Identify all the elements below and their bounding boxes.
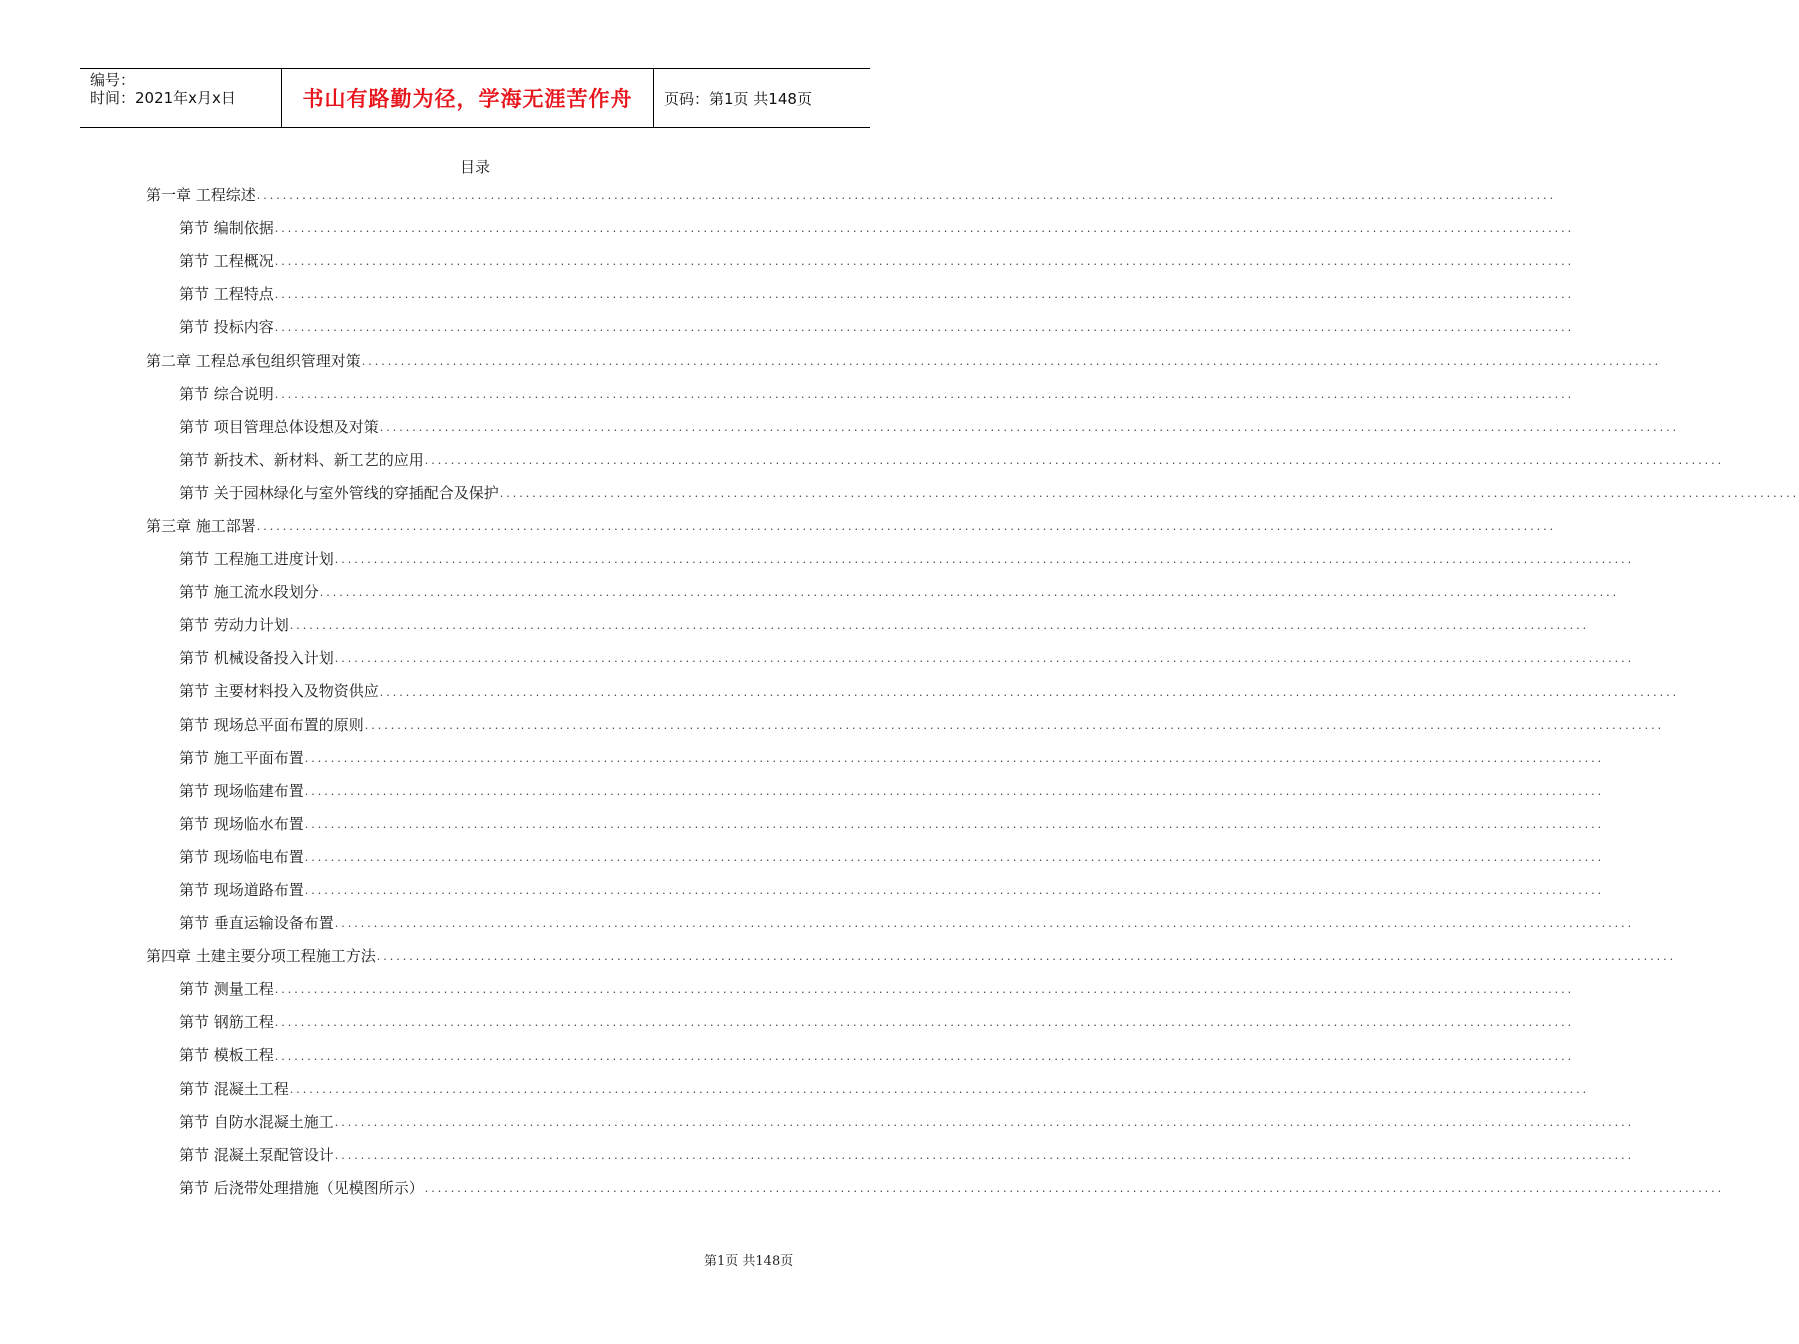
toc-title: 目录	[459, 158, 490, 176]
toc-leader-dots: ........................................................................................................................................................................................................	[274, 1049, 1575, 1063]
toc-entry-label: 第节 关于园林绿化与室外管线的穿插配合及保护	[179, 483, 499, 502]
toc-leader-dots: ........................................................................................................................................................................................................	[274, 255, 1575, 269]
toc-entry-label: 第节 投标内容	[179, 318, 274, 337]
toc-section-entry[interactable]	[146, 211, 1575, 244]
toc-leader-dots: ........................................................................................................................................................................................................	[256, 520, 1557, 534]
toc-leader-dots: ........................................................................................................................................................................................................	[334, 917, 1635, 931]
toc-section-entry[interactable]	[146, 608, 1590, 641]
toc-leader-dots: ........................................................................................................................................................................................................	[364, 718, 1665, 732]
toc-leader-dots: ........................................................................................................................................................................................................	[274, 288, 1575, 302]
toc-entry-label: 第节 自防水混凝土施工	[179, 1112, 334, 1131]
toc-leader-dots: ........................................................................................................................................................................................................	[304, 884, 1605, 898]
toc-leader-dots: ........................................................................................................................................................................................................	[379, 685, 1680, 699]
toc-entry-label: 第节 现场临建布置	[179, 781, 304, 800]
toc-entry-label: 第节 模板工程	[179, 1046, 274, 1065]
toc-section-entry[interactable]	[146, 310, 1575, 343]
toc-entry-label: 第一章 工程综述	[146, 186, 256, 205]
toc-entry-label: 第节 现场道路布置	[179, 881, 304, 900]
toc-chapter-entry[interactable]	[146, 939, 1677, 972]
toc-section-entry[interactable]	[146, 774, 1605, 807]
toc-section-entry[interactable]	[146, 674, 1680, 707]
toc-section-entry[interactable]	[146, 443, 1725, 476]
toc-section-entry[interactable]	[146, 542, 1635, 575]
toc-entry-label: 第节 现场临水布置	[179, 814, 304, 833]
date-text: 时间：2021年x月x日	[90, 89, 236, 107]
toc-section-entry[interactable]	[146, 641, 1635, 674]
toc-leader-dots: ........................................................................................................................................................................................................	[304, 751, 1605, 765]
toc-leader-dots: ........................................................................................................................................................................................................	[289, 1082, 1590, 1096]
header-motto: 书山有路勤为径，学海无涯苦作舟	[282, 69, 654, 127]
toc-section-entry[interactable]	[146, 1072, 1590, 1105]
toc-entry-label: 第节 工程概况	[179, 252, 274, 271]
toc-entry-label: 第四章 土建主要分项工程施工方法	[146, 947, 376, 966]
toc-leader-dots: ........................................................................................................................................................................................................	[379, 420, 1680, 434]
toc-section-entry[interactable]	[146, 741, 1605, 774]
toc-section-entry[interactable]	[146, 807, 1605, 840]
toc-entry-label: 第节 后浇带处理措施（见模图所示）	[179, 1178, 424, 1197]
toc-entry-label: 第节 混凝土泵配管设计	[179, 1145, 334, 1164]
toc-entry-label: 第节 工程施工进度计划	[179, 550, 334, 569]
toc-section-entry[interactable]	[146, 277, 1575, 310]
toc-leader-dots: ........................................................................................................................................................................................................	[274, 321, 1575, 335]
toc-leader-dots: ........................................................................................................................................................................................................	[304, 817, 1605, 831]
toc-leader-dots: ........................................................................................................................................................................................................	[499, 486, 1799, 500]
toc-section-entry[interactable]	[146, 972, 1575, 1005]
toc-leader-dots: ........................................................................................................................................................................................................	[304, 850, 1605, 864]
serial-number-label: 编号：	[90, 71, 136, 89]
toc-leader-dots: ........................................................................................................................................................................................................	[424, 1181, 1725, 1195]
toc-chapter-entry[interactable]	[146, 509, 1557, 542]
toc-entry-label: 第三章 施工部署	[146, 516, 256, 535]
toc-section-entry[interactable]	[146, 1138, 1635, 1171]
toc-entry-label: 第二章 工程总承包组织管理对策	[146, 351, 361, 370]
toc-entry-label: 第节 编制依据	[179, 219, 274, 238]
toc-leader-dots: ........................................................................................................................................................................................................	[256, 189, 1557, 203]
toc-entry-label: 第节 项目管理总体设想及对策	[179, 417, 379, 436]
toc-section-entry[interactable]	[146, 906, 1635, 939]
header-page-info: 页码：第1页 共148页	[664, 89, 812, 108]
toc-section-entry[interactable]	[146, 1005, 1575, 1038]
toc-section-entry[interactable]	[146, 873, 1605, 906]
toc-leader-dots: ........................................................................................................................................................................................................	[274, 222, 1575, 236]
toc-leader-dots: ........................................................................................................................................................................................................	[424, 453, 1725, 467]
toc-leader-dots: ........................................................................................................................................................................................................	[376, 950, 1677, 964]
toc-entry-label: 第节 主要材料投入及物资供应	[179, 682, 379, 701]
toc-entry-label: 第节 综合说明	[179, 384, 274, 403]
toc-entry-label: 第节 劳动力计划	[179, 616, 289, 635]
toc-leader-dots: ........................................................................................................................................................................................................	[274, 387, 1575, 401]
toc-entry-label: 第节 现场临电布置	[179, 847, 304, 866]
toc-section-entry[interactable]	[146, 1171, 1725, 1204]
toc-leader-dots: ........................................................................................................................................................................................................	[274, 983, 1575, 997]
toc-leader-dots: ........................................................................................................................................................................................................	[334, 1148, 1635, 1162]
toc-entry-label: 第节 施工流水段划分	[179, 583, 319, 602]
toc-leader-dots: ........................................................................................................................................................................................................	[334, 553, 1635, 567]
toc-entry-label: 第节 现场总平面布置的原则	[179, 715, 364, 734]
toc-section-entry[interactable]	[146, 1038, 1575, 1071]
toc-entry-label: 第节 施工平面布置	[179, 748, 304, 767]
toc-entry-label: 第节 测量工程	[179, 980, 274, 999]
toc-leader-dots: ........................................................................................................................................................................................................	[289, 619, 1590, 633]
toc-entry-label: 第节 机械设备投入计划	[179, 649, 334, 668]
toc-section-entry[interactable]	[146, 1105, 1635, 1138]
toc-entry-label: 第节 垂直运输设备布置	[179, 914, 334, 933]
toc-section-entry[interactable]	[146, 410, 1680, 443]
toc-leader-dots: ........................................................................................................................................................................................................	[361, 354, 1662, 368]
page-footer: 第1页 共148页	[704, 1254, 794, 1269]
toc-section-entry[interactable]	[146, 840, 1605, 873]
toc-section-entry[interactable]	[146, 575, 1620, 608]
document-header	[80, 68, 870, 128]
toc-chapter-entry[interactable]	[146, 343, 1662, 376]
table-of-contents	[146, 178, 1799, 1204]
toc-section-entry[interactable]	[146, 377, 1575, 410]
toc-entry-label: 第节 新技术、新材料、新工艺的应用	[179, 450, 424, 469]
toc-leader-dots: ........................................................................................................................................................................................................	[334, 1115, 1635, 1129]
toc-leader-dots: ........................................................................................................................................................................................................	[319, 586, 1620, 600]
toc-leader-dots: ........................................................................................................................................................................................................	[334, 652, 1635, 666]
toc-leader-dots: ........................................................................................................................................................................................................	[274, 1016, 1575, 1030]
toc-chapter-entry[interactable]	[146, 178, 1557, 211]
toc-entry-label: 第节 工程特点	[179, 285, 274, 304]
toc-entry-label: 第节 混凝土工程	[179, 1079, 289, 1098]
toc-section-entry[interactable]	[146, 708, 1665, 741]
toc-leader-dots: ........................................................................................................................................................................................................	[304, 784, 1605, 798]
toc-section-entry[interactable]	[146, 476, 1799, 509]
toc-entry-label: 第节 钢筋工程	[179, 1013, 274, 1032]
header-meta	[80, 69, 282, 127]
toc-section-entry[interactable]	[146, 244, 1575, 277]
